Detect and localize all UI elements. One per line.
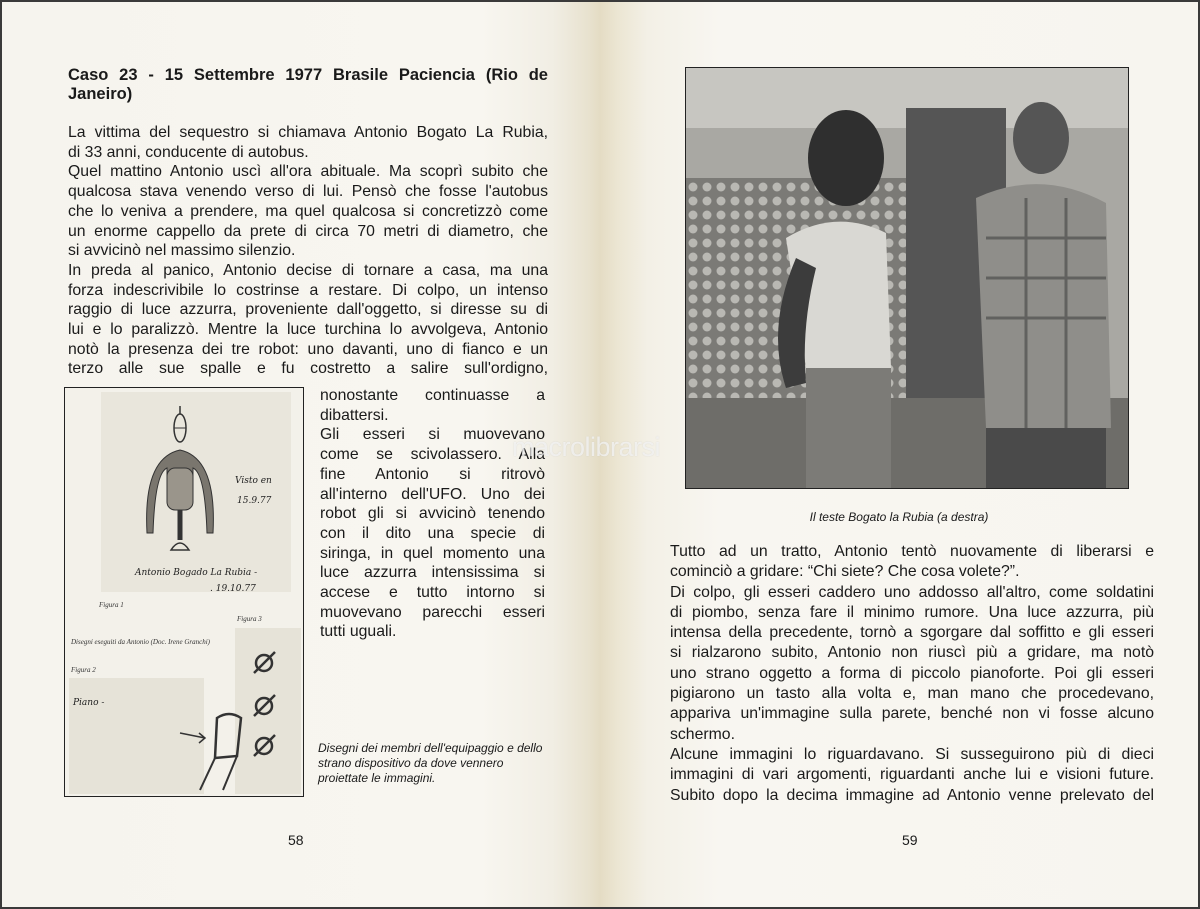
text-line: tutti uguali. — [320, 623, 397, 641]
figure-caption: Disegni dei membri dell'equipaggio e dello strano dispositivo da dove vennero proiettate le immagini. — [318, 741, 543, 785]
text-line: all'interno dell'UFO. Uno dei — [320, 485, 545, 503]
text-line: Gli esseri si muovevano — [320, 426, 545, 444]
text-line: accese e tutto intorno si — [320, 584, 545, 602]
text-line: siringa, in quel momento una — [320, 544, 545, 562]
text-line: si avvicinò nel massimo silenzio. — [68, 242, 296, 260]
text-line: notò la presenza dei tre robot: uno davanti, uno di fianco e un — [68, 340, 548, 358]
text-line: uno strano oggetto a forma di piccolo pianoforte. Poi gli esseri — [670, 664, 1154, 682]
text-line: schermo. — [670, 725, 735, 743]
text-line: Subito dopo la decima immagine ad Antonio venne prelevato del — [670, 786, 1154, 804]
text-line: lui e lo paralizzò. Mentre la luce turchina lo avvolgeva, Antonio — [68, 321, 548, 339]
text-line: La vittima del sequestro si chiamava Antonio Bogato La Rubia, — [68, 124, 548, 141]
page-number: 59 — [902, 832, 918, 848]
text-line: fine Antonio si ritrovò — [320, 465, 545, 483]
figure-2-label: Figura 2 — [71, 666, 96, 674]
text-line: Quel mattino Antonio uscì all'ora abituale. Ma scoprì subito che — [68, 163, 548, 181]
text-line: terzo alle sue spalle e fu costretto a salire sull'ordigno, — [68, 360, 548, 378]
text-line: In preda al panico, Antonio decise di tornare a casa, ma una — [68, 261, 548, 279]
text-line: dibattersi. — [320, 406, 389, 424]
text-line: di piombo, senza fare il minimo rumore. Una luce azzurra, più — [670, 603, 1154, 621]
text-line: Alcune immagini lo riguardavano. Si susseguirono più di dieci — [670, 745, 1154, 763]
body-text — [670, 542, 1154, 806]
text-line: che lo veniva a prendere, ma quel qualcosa si concretizzò come — [68, 202, 548, 220]
photo-image — [686, 68, 1129, 489]
text-line: si rialzarono subito, Antonio non riuscì più a gridare, ma notò — [670, 644, 1154, 662]
body-text-full — [68, 123, 548, 379]
body-text-column — [320, 386, 545, 642]
handwritten-note: Visto en — [235, 476, 272, 486]
book-spread — [2, 2, 1198, 907]
text-line: cominciò a gridare: “Chi siete? Che cosa volete?”. — [670, 563, 1020, 581]
left-page — [2, 2, 592, 907]
text-line: qualcosa stava venendo verso di lui. Pensò che fosse l'autobus — [68, 183, 548, 201]
text-line: Di colpo, gli esseri caddero uno addosso all'altro, come soldatini — [670, 583, 1154, 601]
handwritten-sign-date: . 19.10.77 — [210, 584, 256, 594]
case-heading: Caso 23 - 15 Settembre 1977 Brasile Paciencia (Rio de Janeiro) — [68, 66, 548, 103]
handwritten-signature: Antonio Bogado La Rubia - — [135, 568, 258, 578]
text-line: di 33 anni, conducente di autobus. — [68, 143, 309, 161]
text-line: nonostante continuasse a — [320, 387, 545, 404]
drawings-figure — [64, 387, 304, 797]
handwritten-piano: Piano - — [73, 698, 105, 708]
right-page — [600, 2, 1198, 907]
text-line: un enorme cappello da prete di circa 70 metri di diametro, che — [68, 222, 548, 240]
text-line: Tutto ad un tratto, Antonio tentò nuovamente di liberarsi e — [670, 543, 1154, 560]
text-line: raggio di luce azzurra, proveniente dall'oggetto, si diresse su di — [68, 301, 548, 319]
text-line: con il dito una specie di — [320, 524, 545, 542]
text-line: intensa della precedente, tornò a sgorgare dal soffitto e gli esseri — [670, 624, 1154, 642]
text-line: luce azzurra intensissima si — [320, 564, 545, 582]
text-line: appariva un'immagine sulla parete, benché non vi fosse alcuno — [670, 705, 1154, 723]
text-line: muovevano parecchi esseri — [320, 603, 545, 621]
figure-3-label: Figura 3 — [237, 615, 262, 623]
photo-caption: Il teste Bogato la Rubia (a destra) — [809, 510, 989, 524]
text-line: come se scivolassero. Alla — [320, 446, 545, 464]
text-line: pigiarono un tasto alla volta e, man mano che procedevano, — [670, 685, 1154, 703]
figure-inner-caption: Disegni eseguiti da Antonio (Doc. Irene Granchi) — [71, 638, 211, 646]
witness-photo — [685, 67, 1129, 489]
text-line: robot gli si avvicinò tenendo — [320, 505, 545, 523]
text-line: forza indescrivibile lo costrinse a restare. Di colpo, un intenso — [68, 281, 548, 299]
handwritten-date: 15.9.77 — [237, 496, 272, 506]
page-number: 58 — [288, 832, 304, 848]
watermark: macrolibrarsi — [512, 432, 661, 462]
figure-1-label: Figura 1 — [99, 601, 124, 609]
robot-drawing-illustration — [65, 388, 305, 798]
text-line: immagini di vari argomenti, riguardanti anche lui e visioni future. — [670, 766, 1154, 784]
